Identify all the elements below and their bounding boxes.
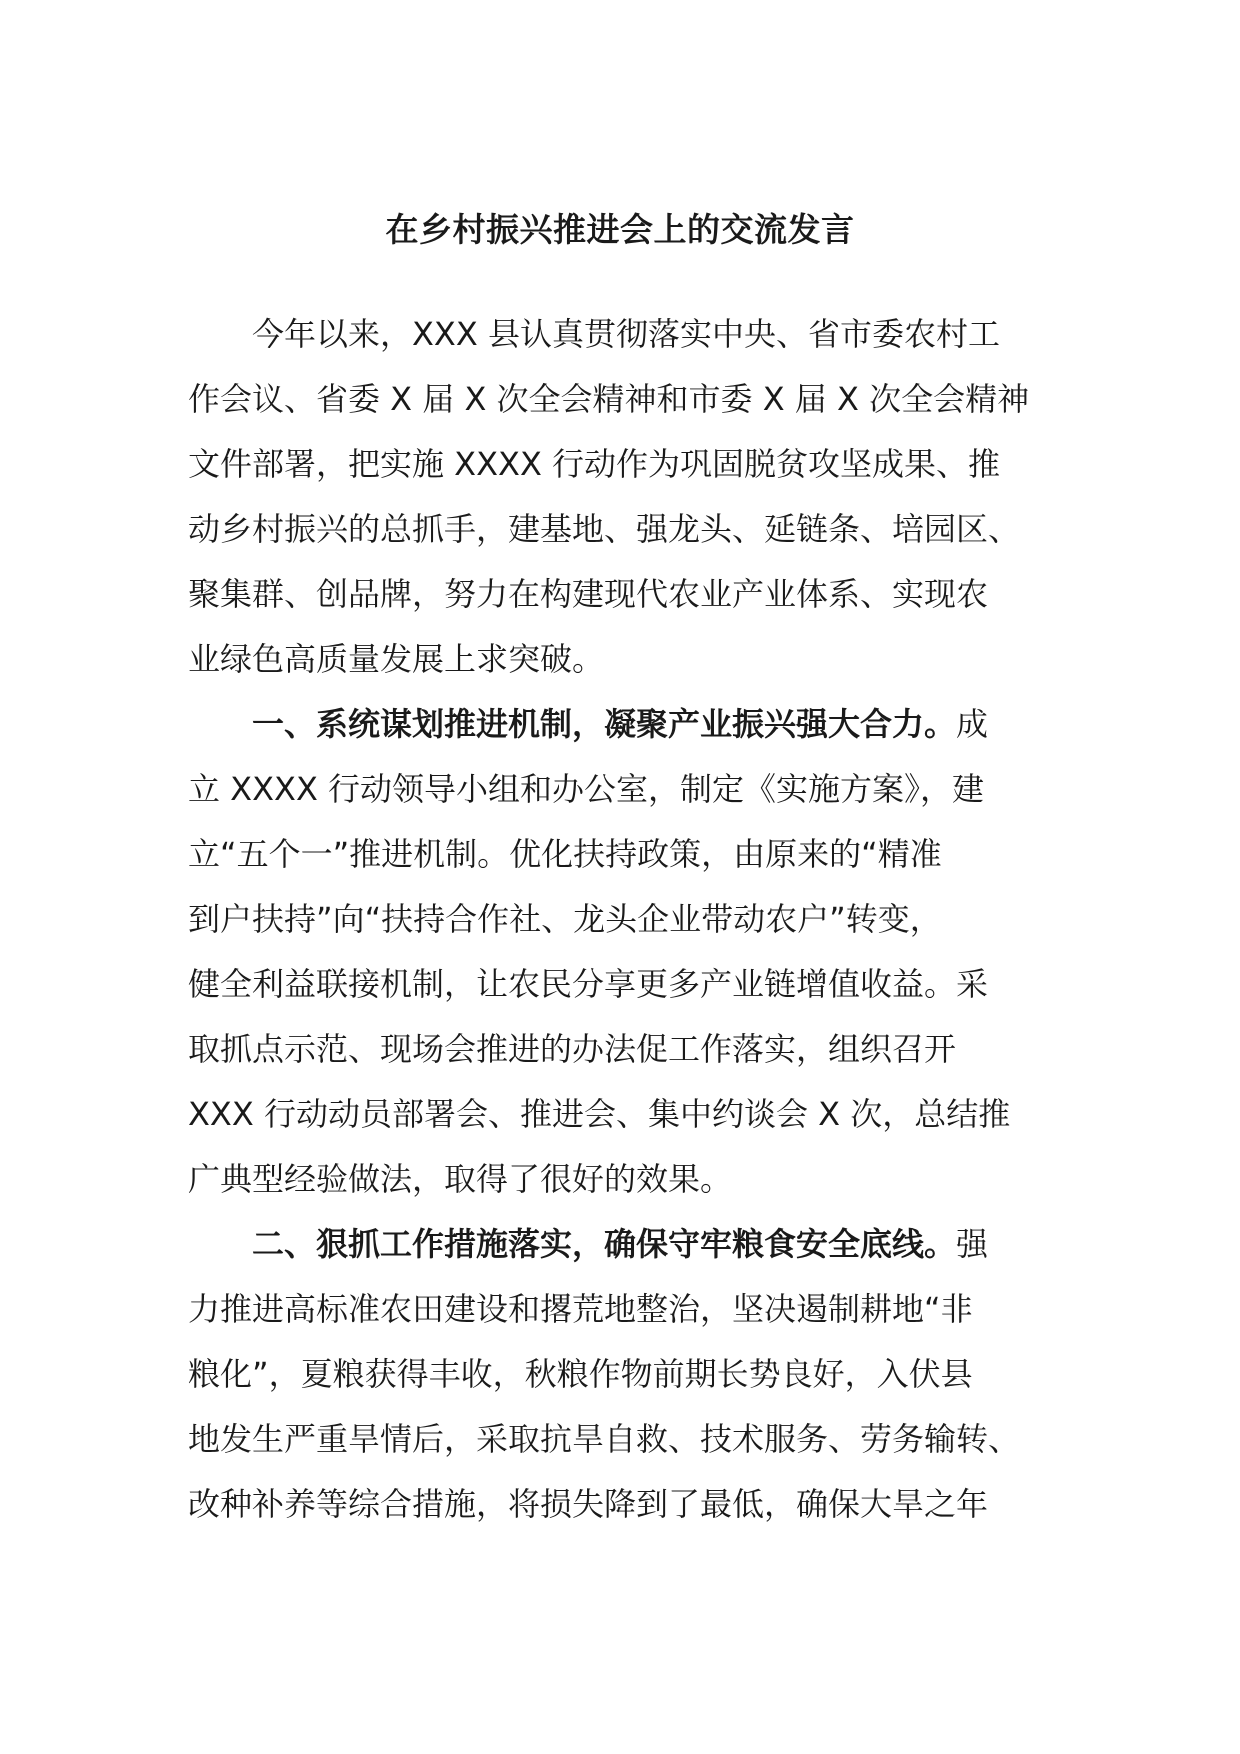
section-2-paragraph	[188, 1212, 1050, 1537]
section-1-heading: 一、系统谋划推进机制，凝聚产业振兴强大合力。	[252, 705, 957, 743]
section-1-first-line	[188, 692, 1050, 757]
document-body	[188, 302, 1050, 1537]
intro-line: 今年以来，XXX 县认真贯彻落实中央、省市委农村工	[252, 315, 1000, 353]
section-2-line: 地发生严重旱情后，采取抗旱自救、技术服务、劳务输转、	[188, 1420, 1021, 1458]
section-1-paragraph	[188, 692, 1050, 1212]
section-1-line: 到户扶持”向“扶持合作社、龙头企业带动农户”转变，	[188, 900, 942, 938]
section-2-line: 改种补养等综合措施，将损失降到了最低，确保大旱之年	[188, 1485, 989, 1523]
section-1-line: 立“五个一”推进机制。优化扶持政策，由原来的“精准	[188, 835, 942, 873]
section-1-line: 健全利益联接机制，让农民分享更多产业链增值收益。采	[188, 965, 989, 1003]
section-2-line: 粮化”，夏粮获得丰收，秋粮作物前期长势良好，入伏县	[188, 1355, 973, 1393]
section-1-line: 取抓点示范、现场会推进的办法促工作落实，组织召开	[188, 1030, 957, 1068]
section-1-first-line-rest: 成	[956, 705, 989, 743]
section-1-line: 立 XXXX 行动领导小组和办公室，制定《实施方案》，建	[188, 770, 985, 808]
section-1-line: 广典型经验做法，取得了很好的效果。	[188, 1160, 733, 1198]
intro-line: 动乡村振兴的总抓手，建基地、强龙头、延链条、培园区、	[188, 510, 1021, 548]
document-title: 在乡村振兴推进会上的交流发言	[385, 210, 855, 249]
section-2-heading: 二、狠抓工作措施落实，确保守牢粮食安全底线。	[252, 1225, 957, 1263]
intro-line: 文件部署，把实施 XXXX 行动作为巩固脱贫攻坚成果、推	[188, 445, 1001, 483]
intro-line: 聚集群、创品牌，努力在构建现代农业产业体系、实现农	[188, 575, 989, 613]
section-2-first-line	[188, 1212, 1050, 1277]
intro-line: 作会议、省委 X 届 X 次全会精神和市委 X 届 X 次全会精神	[188, 380, 1030, 418]
section-2-first-line-rest: 强	[956, 1225, 989, 1263]
section-1-line: XXX 行动动员部署会、推进会、集中约谈会 X 次，总结推	[188, 1095, 1011, 1133]
intro-line: 业绿色高质量发展上求突破。	[188, 640, 605, 678]
intro-paragraph	[188, 302, 1050, 692]
section-2-line: 力推进高标准农田建设和撂荒地整治，坚决遏制耕地“非	[188, 1290, 973, 1328]
